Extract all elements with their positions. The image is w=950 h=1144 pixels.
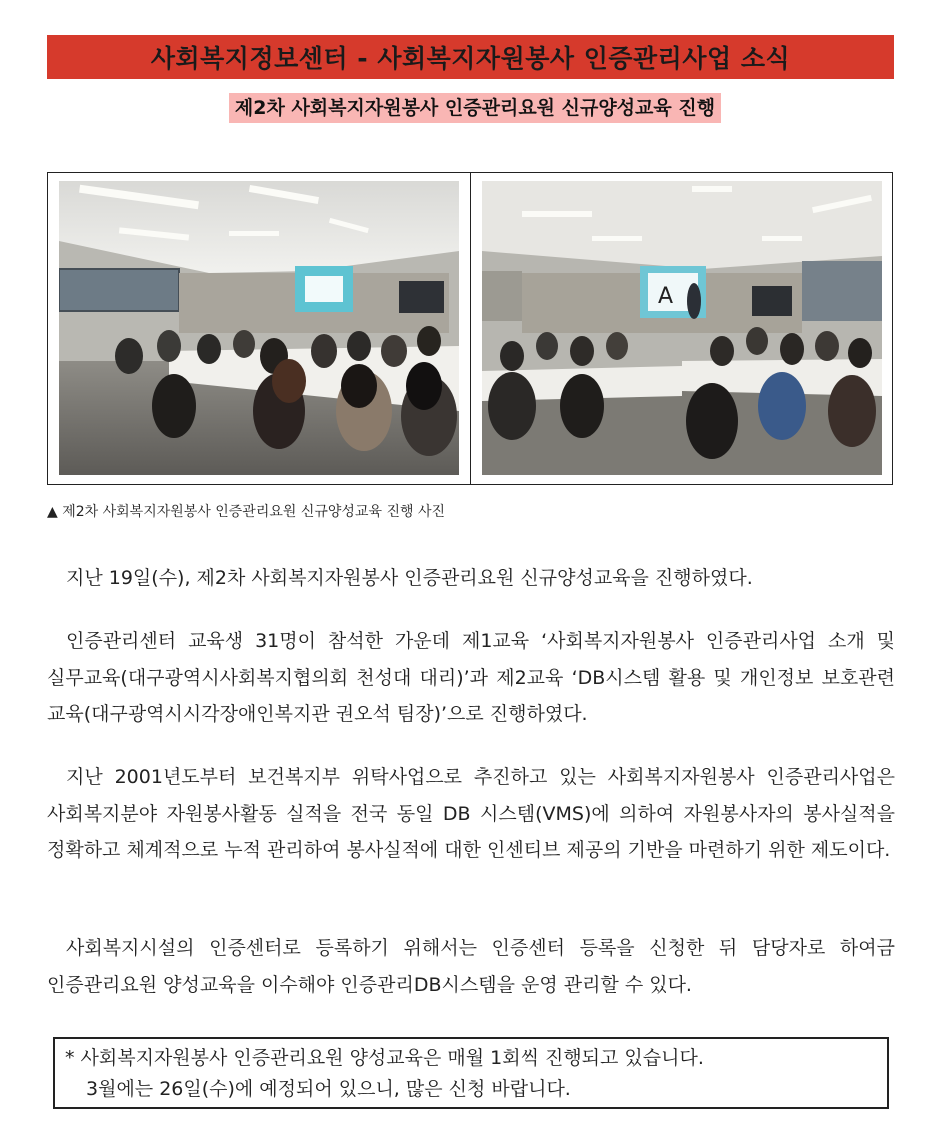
notice-line-1: * 사회복지자원봉사 인증관리요원 양성교육은 매월 1회씩 진행되고 있습니다. bbox=[65, 1047, 704, 1069]
notice-line-2: 3월에는 26일(수)에 예정되어 있으니, 많은 신청 바랍니다. bbox=[86, 1078, 571, 1100]
training-photo-right bbox=[482, 181, 882, 475]
banner-title: 사회복지정보센터 - 사회복지자원봉사 인증관리사업 소식 bbox=[47, 35, 894, 79]
body-paragraph-4: 사회복지시설의 인증센터로 등록하기 위해서는 인증센터 등록을 신청한 뒤 담당자로 하여금 인증관리요원 양성교육을 이수해야 인증관리DB시스템을 운영 관리할 수 있다. bbox=[47, 937, 895, 996]
screen-letter: A bbox=[658, 284, 674, 309]
photo-frame bbox=[47, 172, 893, 485]
photo-right-cell bbox=[470, 173, 892, 484]
photo-caption: ▲ 제2차 사회복지자원봉사 인증관리요원 신규양성교육 진행 사진 bbox=[47, 504, 445, 520]
photo-left-cell bbox=[48, 173, 470, 484]
training-photo-left bbox=[59, 181, 459, 475]
subtitle-wrapper bbox=[0, 93, 950, 123]
body-paragraph-3: 지난 2001년도부터 보건복지부 위탁사업으로 추진하고 있는 사회복지자원봉사 인증관리사업은 사회복지분야 자원봉사활동 실적을 전국 동일 DB 시스템(VMS)에 의하여 자원봉사자의 봉사실적을 정확하고 체계적으로 누적 관리하여 봉사실적에 대한 인센티브 제공의 기반을 마련하기 위한 제도이다. bbox=[47, 766, 895, 861]
body-paragraph-2: 인증관리센터 교육생 31명이 참석한 가운데 제1교육 ‘사회복지자원봉사 인증관리사업 소개 및 실무교육(대구광역시사회복지협의회 천성대 대리)’과 제2교육 ‘DB시스템 활용 및 개인정보 보호관련 교육(대구광역시시각장애인복지관 권오석 팀장)’으로 진행하였다. bbox=[47, 630, 895, 725]
article-subtitle: 제2차 사회복지자원봉사 인증관리요원 신규양성교육 진행 bbox=[229, 93, 721, 123]
notice-box bbox=[53, 1037, 889, 1109]
body-paragraph-1: 지난 19일(수), 제2차 사회복지자원봉사 인증관리요원 신규양성교육을 진행하였다. bbox=[66, 567, 753, 589]
